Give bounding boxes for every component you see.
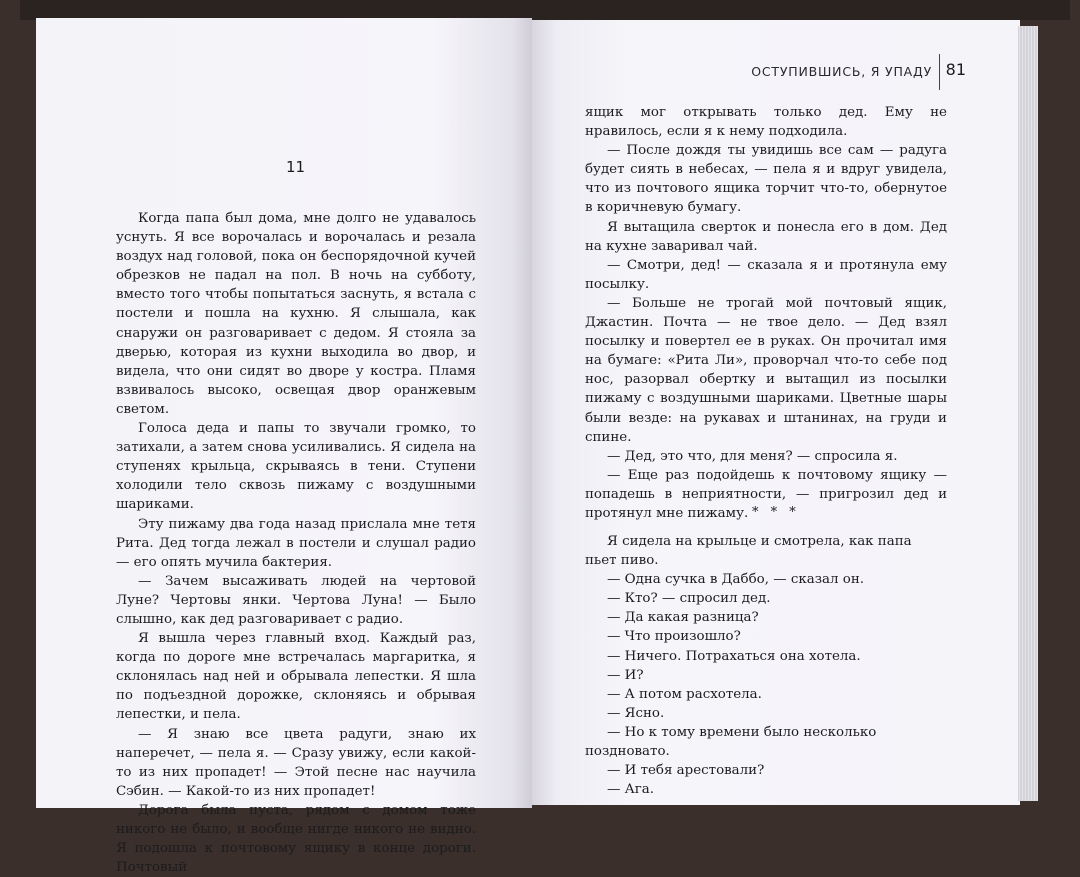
right-page-text xyxy=(585,103,947,523)
section-separator: * * * xyxy=(752,505,800,520)
left-page-text xyxy=(116,209,476,877)
running-header xyxy=(720,48,970,88)
page-edges xyxy=(1018,26,1038,801)
dialog-line: — И? xyxy=(607,667,644,683)
paragraph: Я вышла через главный вход. Каждый раз, когда по дороге мне встречалась маргаритка, я склонялась над ней и обрывала лепестки. Я шла по подъездной дорожке, склоняясь и обрывая лепестки, и пела. xyxy=(116,631,476,723)
paragraph: ящик мог открывать только дед. Ему не нравилось, если я к нему подходила. xyxy=(585,105,947,140)
dialog-line: — Но к тому времени было несколько поздновато. xyxy=(585,724,877,760)
dialog-line: — Кто? — спросил дед. xyxy=(607,591,771,607)
paragraph: — Зачем высаживать людей на чертовой Луне? Чертовы янки. Чертова Луна! — Было слышно, как дед разговаривает с радио. xyxy=(116,573,476,627)
dialog-line: — Что произошло? xyxy=(607,629,741,645)
book-cover-edge xyxy=(20,0,1070,20)
paragraph: — Дед, это что, для меня? — спросила я. xyxy=(607,448,898,464)
running-title: ОСТУПИВШИСЬ, Я УПАДУ xyxy=(751,64,932,79)
paragraph: Дорога была пуста, рядом с домом тоже никого не было, и вообще нигде никого не видно. Я подошла к почтовому ящику в конце дороги. Почтовый xyxy=(116,802,476,876)
paragraph: — Больше не трогай мой почтовый ящик, Джастин. Почта — не твое дело. — Дед взял посылку и повертел ее в руках. Он прочитал имя на бумаге: «Рита Ли», проворчал что-то себе под нос, разорвал обертку и вытащил из посылки пижаму с воздушными шариками. Цветные шары были везде: на рукавах и штанинах, на груди и спине. xyxy=(585,295,947,445)
dialog-line: — Ничего. Потрахаться она хотела. xyxy=(607,648,861,664)
dialog-line: Я сидела на крыльце и смотрела, как папа пьет пиво. xyxy=(585,534,912,569)
chapter-number: 11 xyxy=(286,158,306,176)
paragraph: Я вытащила сверток и понесла его в дом. Дед на кухне заваривал чай. xyxy=(585,219,947,254)
paragraph: Голоса деда и папы то звучали громко, то затихали, а затем снова усиливались. Я сидела на ступенях крыльца, скрываясь в тени. Ступени холодили тело сквозь пижаму с воздушными шариками. xyxy=(116,421,476,513)
header-divider xyxy=(939,54,941,90)
dialog-line: — А потом расхотела. xyxy=(607,686,762,702)
show-through-text xyxy=(96,70,516,92)
dialog-block xyxy=(585,532,947,799)
dialog-line: — Одна сучка в Даббо, — сказал он. xyxy=(607,572,865,588)
paragraph: Эту пижаму два года назад прислала мне тетя Рита. Дед тогда лежал в постели и слушал радио — его опять мучила бактерия. xyxy=(116,516,476,570)
paragraph: — Я знаю все цвета радуги, знаю их наперечет, — пела я. — Сразу увижу, если какой-то из них пропадет! — Этой песне нас научила Сэбин. — Какой-то из них пропадет! xyxy=(116,726,476,799)
paragraph: — После дождя ты увидишь все сам — радуга будет сиять в небесах, — пела я и вдруг увидела, что из почтового ящика торчит что-то, обернутое в коричневую бумагу. xyxy=(585,143,947,216)
paragraph: Когда папа был дома, мне долго не удавалось уснуть. Я все ворочалась и ворочалась и резала воздух над головой, пока он беспорядочной кучей обрезков не падал на пол. В ночь на субботу, вместо того чтобы попытаться заснуть, я встала с постели и пошла на кухню. Я слышала, как снаружи он разговаривает с дедом. Я стояла за дверью, которая из кухни выходила во двор, и видела, что они сидят во дворе у костра. Пламя взвивалось высоко, освещая двор оранжевым светом. xyxy=(116,211,476,417)
dialog-line: — Ясно. xyxy=(607,705,665,721)
dialog-line: — Ага. xyxy=(607,782,655,798)
dialog-line: — Да какая разница? xyxy=(607,610,759,626)
dialog-line: — И тебя арестовали? xyxy=(607,763,765,779)
paragraph: — Смотри, дед! — сказала я и протянула ему посылку. xyxy=(585,257,947,292)
paragraph: — Еще раз подойдешь к почтовому ящику — попадешь в неприятности, — пригрозил дед и протянул мне пижаму. xyxy=(585,467,947,521)
page-number: 81 xyxy=(945,60,966,79)
